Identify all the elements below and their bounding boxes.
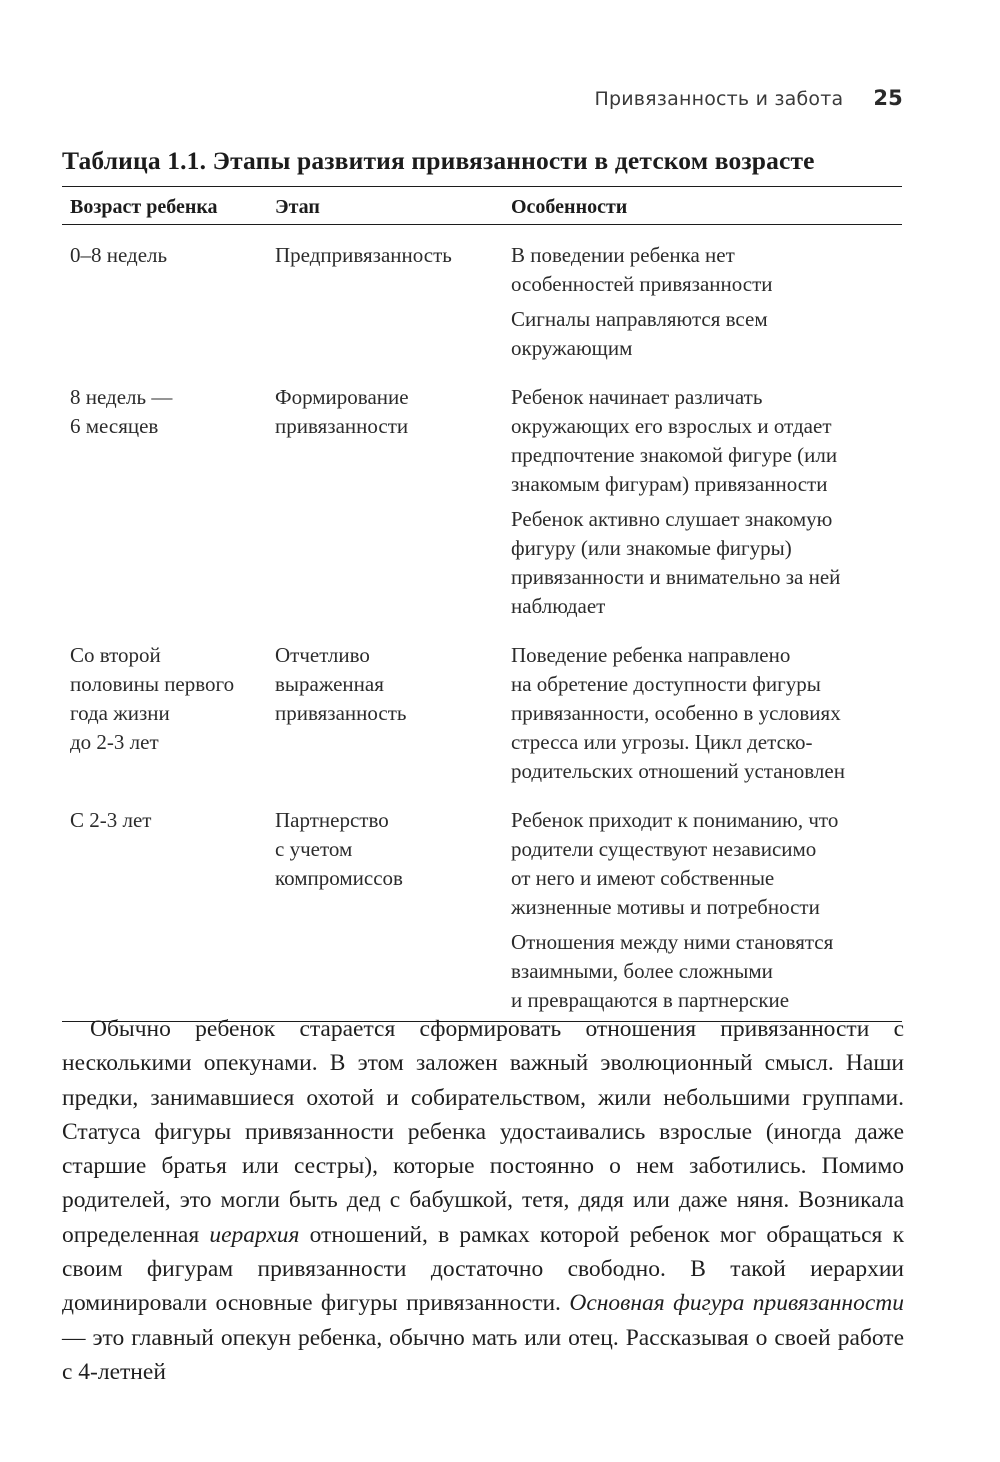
feature-note: [511, 383, 896, 499]
cell-line: особенностей привязанности: [511, 272, 773, 296]
cell-line: Поведение ребенка направлено: [511, 643, 791, 667]
body-text-part: Обычно ребенок старается сформировать отношения привязанности с несколькими опекунами. В этом заложен важный эволюционный смысл. Наши предки, занимавшиеся охотой и собирательством, жили небольшими группами. Статуса фигуры привязанности ребенка удостаивались взрослые (иногда даже старшие братья или сестры), которые постоянно о нем заботились. Помимо родителей, это могли быть дед с бабушкой, тетя, дядя или даже няня. Возникала определенная: [62, 1016, 904, 1248]
cell-line: С 2-3 лет: [70, 808, 152, 832]
cell-line: родители существуют независимо: [511, 837, 817, 861]
body-italic-term: Основная фигура привязанности: [569, 1290, 904, 1317]
cell-line: Партнерство: [275, 808, 389, 832]
feature-note: [511, 305, 896, 363]
cell-line: выраженная: [275, 672, 384, 696]
body-text-part: — это главный опекун ребенка, обычно мать или отец. Рассказывая о своей работе с 4-летней: [62, 1324, 904, 1385]
cell-line: года жизни: [70, 701, 170, 725]
feature-note: [511, 505, 896, 621]
cell-line: 8 недель —: [70, 385, 173, 409]
header-stage: Этап: [267, 187, 503, 225]
cell-features: [503, 225, 902, 364]
feature-note: [511, 806, 896, 922]
cell-line: наблюдает: [511, 594, 606, 618]
cell-line: и превращаются в партнерские: [511, 988, 790, 1012]
cell-stage: [267, 786, 503, 1022]
feature-note: [511, 641, 896, 786]
feature-note: [511, 241, 896, 299]
cell-line: окружающим: [511, 336, 633, 360]
cell-line: Формирование: [275, 385, 409, 409]
cell-line: предпочтение знакомой фигуре (или: [511, 443, 838, 467]
cell-line: Ребенок активно слушает знакомую: [511, 507, 833, 531]
cell-line: половины первого: [70, 672, 235, 696]
attachment-stages-table: [62, 186, 902, 1022]
cell-line: Предпривязанность: [275, 243, 452, 267]
cell-line: фигуру (или знакомые фигуры): [511, 536, 792, 560]
header-features: Особенности: [503, 187, 902, 225]
cell-age: [62, 225, 267, 364]
header-age: Возраст ребенка: [62, 187, 267, 225]
cell-line: привязанности, особенно в условиях: [511, 701, 841, 725]
cell-features: [503, 786, 902, 1022]
running-head: [594, 86, 903, 110]
feature-note: [511, 928, 896, 1015]
cell-line: 0–8 недель: [70, 243, 168, 267]
cell-line: до 2-3 лет: [70, 730, 159, 754]
cell-line: взаимными, более сложными: [511, 959, 773, 983]
cell-line: привязанности и внимательно за ней: [511, 565, 841, 589]
cell-line: Ребенок начинает различать: [511, 385, 763, 409]
cell-line: Отчетливо: [275, 643, 370, 667]
cell-line: В поведении ребенка нет: [511, 243, 735, 267]
cell-line: родительских отношений установлен: [511, 759, 845, 783]
cell-line: Сигналы направляются всем: [511, 307, 768, 331]
cell-line: компромиссов: [275, 866, 403, 890]
cell-line: стресса или угрозы. Цикл детско-: [511, 730, 813, 754]
cell-age: [62, 786, 267, 1022]
body-paragraph: [62, 1012, 904, 1389]
cell-line: привязанности: [275, 414, 409, 438]
cell-features: [503, 621, 902, 786]
body-text-part: отношений, в рамках которой ребенок мог обращаться к своим фигурам привязанности достаточно свободно. В такой иерархии доминировали основные фигуры привязанности.: [62, 1221, 905, 1317]
cell-line: 6 месяцев: [70, 414, 159, 438]
cell-stage: [267, 225, 503, 364]
cell-age: [62, 621, 267, 786]
table-header-row: [62, 187, 902, 225]
cell-line: Со второй: [70, 643, 161, 667]
running-head-title: Привязанность и забота: [594, 88, 844, 110]
cell-stage: [267, 621, 503, 786]
table-row: [62, 363, 902, 621]
table-row: [62, 225, 902, 364]
table-row: [62, 786, 902, 1022]
table-caption: Таблица 1.1. Этапы развития привязанности в детском возрасте: [62, 146, 815, 175]
cell-line: жизненные мотивы и потребности: [511, 895, 820, 919]
cell-line: на обретение доступности фигуры: [511, 672, 821, 696]
cell-line: от него и имеют собственные: [511, 866, 775, 890]
cell-line: Отношения между ними становятся: [511, 930, 834, 954]
cell-line: Ребенок приходит к пониманию, что: [511, 808, 839, 832]
cell-line: с учетом: [275, 837, 353, 861]
cell-line: окружающих его взрослых и отдает: [511, 414, 832, 438]
page-number: 25: [873, 86, 903, 110]
cell-features: [503, 363, 902, 621]
cell-line: привязанность: [275, 701, 407, 725]
body-italic-term: иерархия: [209, 1221, 300, 1248]
cell-age: [62, 363, 267, 621]
cell-line: знакомым фигурам) привязанности: [511, 472, 828, 496]
table-row: [62, 621, 902, 786]
cell-stage: [267, 363, 503, 621]
